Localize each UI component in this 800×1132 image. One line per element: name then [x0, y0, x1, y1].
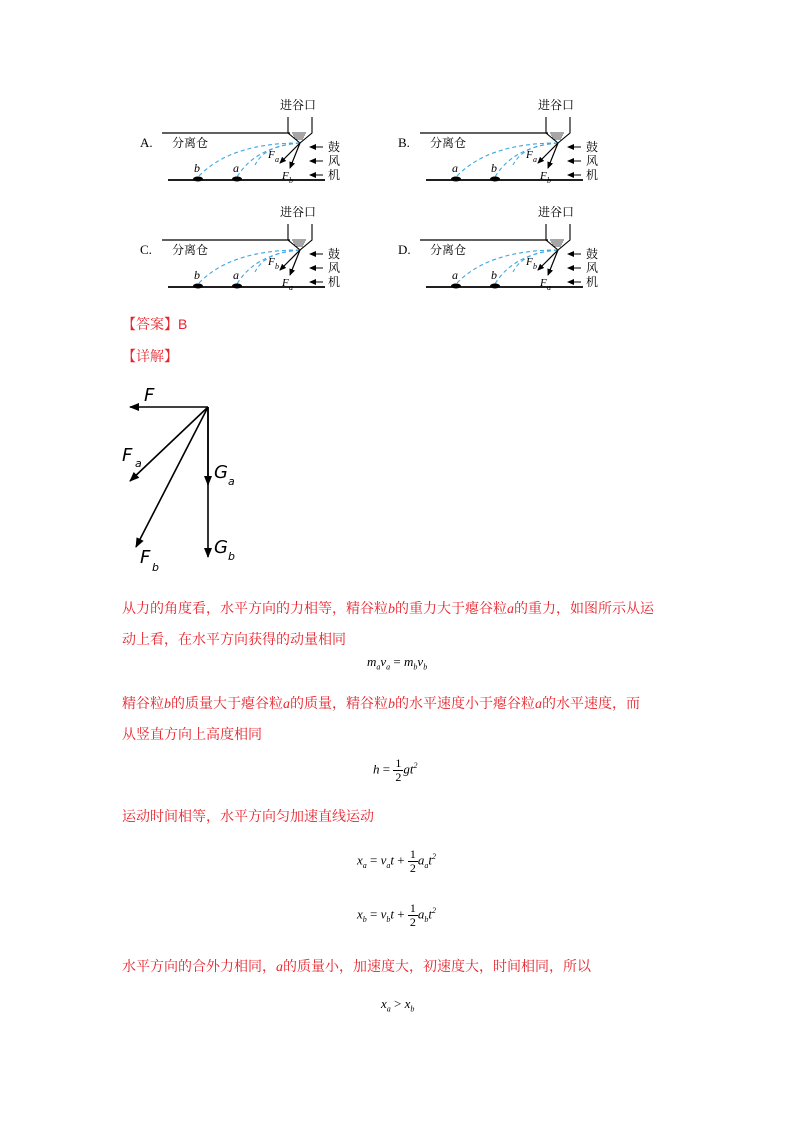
option-a-inlet-label: 进谷口 [280, 98, 317, 112]
option-c-grain-pile-left [193, 284, 203, 289]
label-Fa: F [122, 445, 133, 466]
option-a-force-arrow-2 [290, 143, 300, 168]
answer-label: 【答案】 [122, 317, 178, 333]
force-diagram [110, 375, 280, 575]
option-d-force-2-label: F [540, 277, 547, 289]
option-d-fan-label: 机 [586, 275, 599, 289]
option-a-grain-pile-left [193, 177, 203, 182]
option-d-force-1-label: F [526, 256, 533, 268]
option-b-fan-label: 机 [586, 168, 599, 182]
option-a-fan-label: 风 [328, 154, 341, 168]
option-a-force-2-label: F [282, 170, 289, 182]
equation-height: h = $\frac{1}{2}$ $gt^2$ [373, 756, 418, 784]
option-b-letter: B. [398, 135, 410, 150]
option-d-grain-pile-right [490, 284, 500, 289]
option-a-letter: A. [140, 135, 153, 150]
option-a-force-2-sub: b [289, 176, 293, 185]
option-a-grain-right-label: a [233, 161, 239, 175]
paragraph-3: 运动时间相等，水平方向匀加速直线运动 [122, 809, 374, 825]
option-a-fan-label: 鼓 [328, 140, 341, 154]
option-b-fan-label: 风 [586, 154, 599, 168]
option-b-force-arrow-2 [548, 143, 558, 168]
option-d-inlet-label: 进谷口 [538, 205, 575, 219]
option-a-grain-left-label: b [194, 161, 200, 175]
label-Fb: F [140, 547, 151, 568]
option-c-force-1-sub: b [275, 262, 279, 271]
option-a-fan-label: 机 [328, 168, 341, 182]
answer-line [122, 314, 187, 334]
option-b-force-1-label: F [526, 149, 533, 161]
options-diagram [0, 0, 800, 300]
option-d-grain-pile-left [451, 284, 461, 289]
option-b-chamber-label: 分离仓 [430, 136, 467, 150]
option-c-chamber-label: 分离仓 [172, 243, 209, 257]
option-b-inlet-label: 进谷口 [538, 98, 575, 112]
paragraph-1: 从力的角度看，水平方向的力相等，精谷粒b的重力大于瘪谷粒a的重力，如图所示从运 动上看，在水平方向获得的动量相同 [122, 601, 654, 648]
option-d-fan-label: 鼓 [586, 247, 599, 261]
option-c-fan-label: 风 [328, 261, 341, 275]
label-Fa-sub: a [135, 457, 142, 470]
option-b-grain-left-label: a [452, 161, 458, 175]
option-d-chamber-label: 分离仓 [430, 243, 467, 257]
paragraph-2: 精谷粒b的质量大于瘪谷粒a的质量，精谷粒b的水平速度小于瘪谷粒a的水平速度，而 从竖直方向上高度相同 [122, 696, 640, 743]
option-a-force-1-sub: a [275, 155, 279, 164]
option-b-grain-right-label: b [491, 161, 497, 175]
option-c-force-arrow-2 [290, 250, 300, 275]
option-c-fan-label: 机 [328, 275, 341, 289]
option-c-force-2-sub: a [289, 283, 293, 292]
option-b-force-1-sub: a [533, 155, 537, 164]
paragraph-4: 水平方向的合外力相同，a的质量小，加速度大，初速度大，时间相同，所以 [122, 959, 591, 975]
option-d-grain-left-label: a [452, 268, 458, 282]
equation-xa: $x_a = v_at$ + $\frac{1}{2}$ $a_at^2$ [357, 847, 436, 875]
option-a-grain-pile-right [232, 177, 242, 182]
option-a-chamber-label: 分离仓 [172, 136, 209, 150]
label-Gb: G [214, 537, 228, 558]
option-b-grain-pile-right [490, 177, 500, 182]
label-F: F [144, 385, 155, 406]
equation-momentum: $m_av_a = m_bv_b$ [367, 654, 428, 672]
label-Fb-sub: b [152, 561, 159, 574]
option-d-force-1-sub: b [533, 262, 537, 271]
label-Ga-sub: a [228, 475, 235, 488]
force-Fb-arrow [136, 407, 208, 547]
option-b-force-2-sub: b [547, 176, 551, 185]
option-b-fan-label: 鼓 [586, 140, 599, 154]
option-c-grain-left-label: b [194, 268, 200, 282]
equation-xb: $x_b = v_bt$ + $\frac{1}{2}$ $a_bt^2$ [357, 901, 436, 929]
option-b-grain-pile-left [451, 177, 461, 182]
option-c-fan-label: 鼓 [328, 247, 341, 261]
option-c-inlet-label: 进谷口 [280, 205, 317, 219]
option-c-force-1-label: F [268, 256, 275, 268]
option-b-force-2-label: F [540, 170, 547, 182]
option-d-grain-right-label: b [491, 268, 497, 282]
answer-value: B [178, 316, 188, 332]
option-c-force-2-label: F [282, 277, 289, 289]
option-d-fan-label: 风 [586, 261, 599, 275]
option-d-force-arrow-2 [548, 250, 558, 275]
option-a-force-1-label: F [268, 149, 275, 161]
option-c-grain-pile-right [232, 284, 242, 289]
equation-inequality: $x_a > x_b$ [381, 996, 415, 1014]
label-Ga: G [214, 462, 228, 483]
label-Gb-sub: b [228, 550, 235, 563]
detail-label: 【详解】 [122, 349, 178, 365]
option-d-letter: D. [398, 242, 411, 257]
option-d-force-2-sub: a [547, 283, 551, 292]
option-c-letter: C. [140, 242, 152, 257]
option-c-grain-right-label: a [233, 268, 239, 282]
